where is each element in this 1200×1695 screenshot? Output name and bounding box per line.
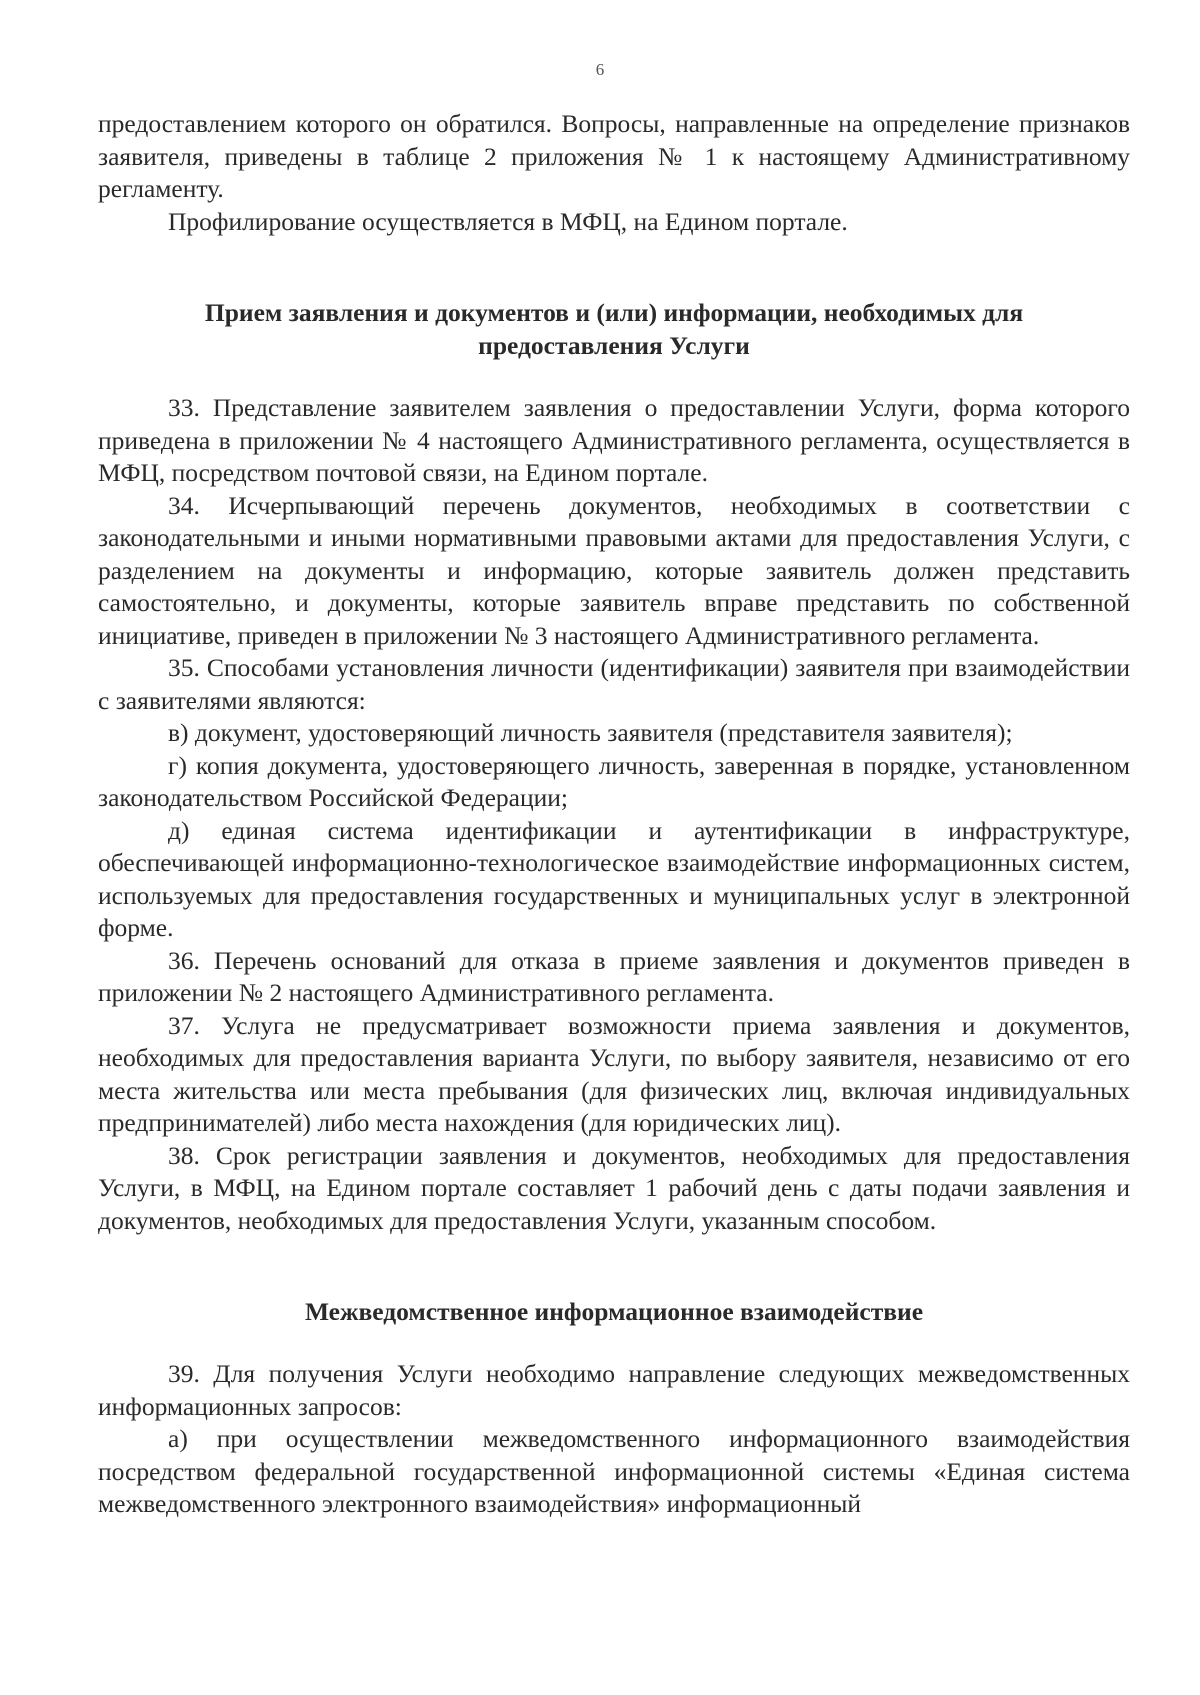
paragraph-39-item-a: а) при осуществлении межведомственного информационного взаимодействия посредством федеральной государственной информационной системы «Единая система межведомственного электронного взаимодействия» информационный — [98, 1424, 1130, 1518]
document-body — [98, 108, 1130, 1521]
paragraph-35-item-v: в) документ, удостоверяющий личность заявителя (представителя заявителя); — [168, 718, 1013, 747]
paragraph-34: 34. Исчерпывающий перечень документов, необходимых в соответствии с законодательными и иными нормативными правовыми актами для предоставления Услуги, с разделением на документы и информацию, которые заявитель должен представить самостоятельно, и документы, которые заявитель вправе представить по собственной инициативе, приведен в приложении № 3 настоящего Административного регламента. — [98, 490, 1130, 650]
paragraph-profiling: Профилирование осуществляется в МФЦ, на Едином портале. — [168, 206, 848, 236]
section-heading-application-intake: Прием заявления и документов и (или) информации, необходимых для предоставления Услуги — [204, 298, 1024, 360]
paragraph-35-item-g: г) копия документа, удостоверяющего личность, заверенная в порядке, установленном законодательством Российской Федерации; — [98, 750, 1130, 812]
paragraph-35: 35. Способами установления личности (идентификации) заявителя при взаимодействии с заявителями являются: — [98, 653, 1130, 715]
page-number: 6 — [595, 60, 605, 79]
paragraph-38: 38. Срок регистрации заявления и документов, необходимых для предоставления Услуги, в МФЦ, на Едином портале составляет 1 рабочий день с даты подачи заявления и документов, необходимых для предоставления Услуги, указанным способом. — [98, 1140, 1130, 1235]
paragraph-35-item-d: д) единая система идентификации и аутентификации в инфраструктуре, обеспечивающей информационно-технологическое взаимодействие информационных систем, используемых для предоставления государственных и муниципальных услуг в электронной форме. — [98, 815, 1130, 942]
paragraph-continuation: предоставлением которого он обратился. Вопросы, направленные на определение признаков заявителя, приведены в таблице 2 приложения № 1 к настоящему Административному регламенту. — [98, 109, 1130, 203]
paragraph-36: 36. Перечень оснований для отказа в приеме заявления и документов приведен в приложении № 2 настоящего Административного регламента. — [98, 945, 1130, 1007]
paragraph-39: 39. Для получения Услуги необходимо направление следующих межведомственных информационных запросов: — [98, 1359, 1130, 1421]
paragraph-37: 37. Услуга не предусматривает возможности приема заявления и документов, необходимых для предоставления варианта Услуги, по выбору заявителя, независимо от его места жительства или места пребывания (для физических лиц, включая индивидуальных предпринимателей) либо места нахождения (для юридических лиц). — [98, 1010, 1130, 1137]
paragraph-33: 33. Представление заявителем заявления о предоставлении Услуги, форма которого приведена в приложении № 4 настоящего Административного регламента, осуществляется в МФЦ, посредством почтовой связи, на Едином портале. — [98, 393, 1130, 487]
section-heading-interagency: Межведомственное информационное взаимодействие — [304, 1297, 924, 1326]
